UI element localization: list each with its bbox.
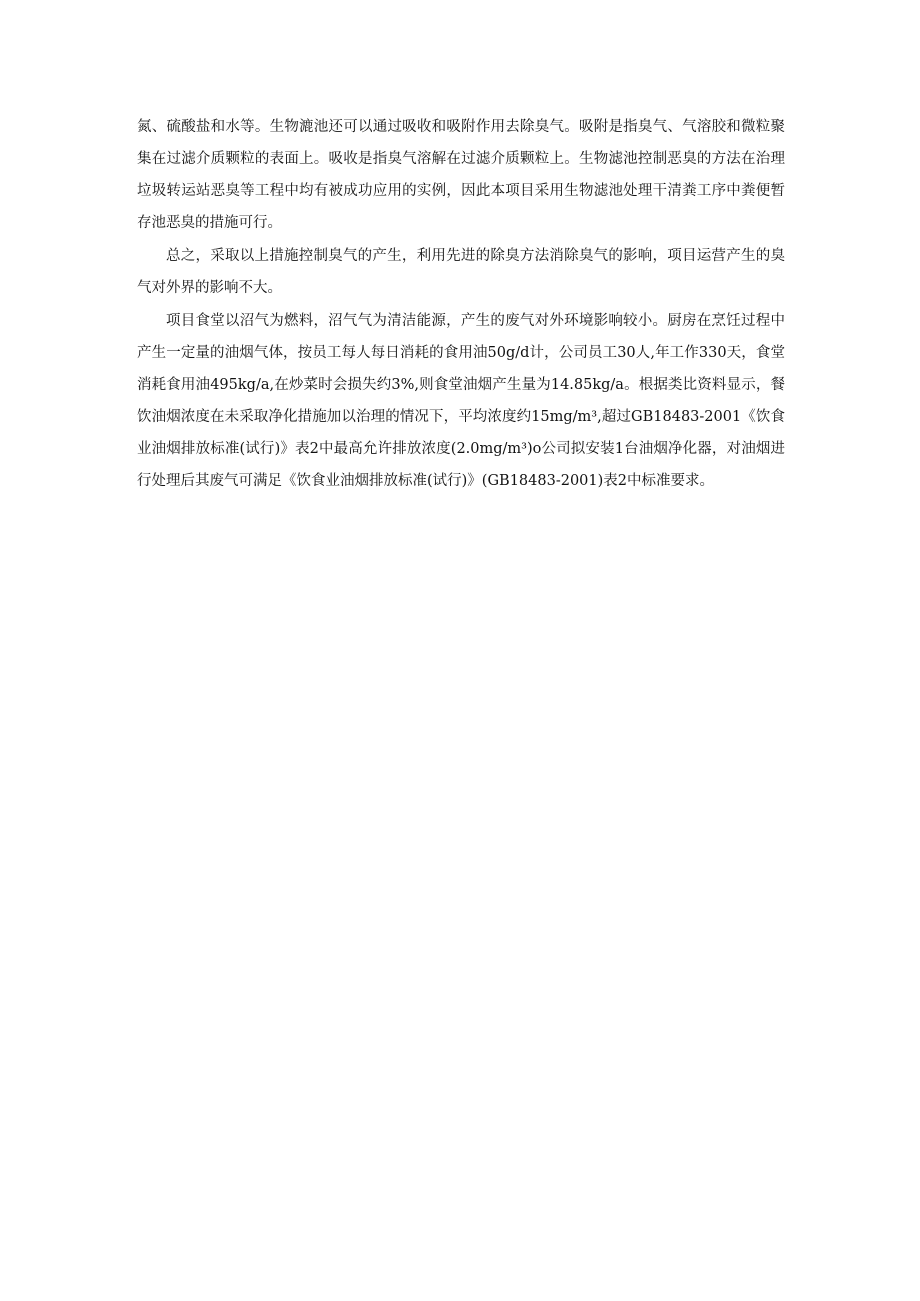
paragraph-biofilter-continuation: 氮、硫酸盐和水等。生物漉池还可以通过吸收和吸附作用去除臭气。吸附是指臭气、气溶胶和微粒聚集在过滤介质颗粒的表面上。吸收是指臭气溶解在过滤介质颗粒上。生物滤池控制恶臭的方法在治理垃圾转运站恶臭等工程中均有被成功应用的实例，因此本项目采用生物滤池处理干清粪工序中粪便暂存池恶臭的措施可行。 (137, 119, 785, 231)
paragraph-odor-summary: 总之，采取以上措施控制臭气的产生，利用先进的除臭方法消除臭气的影响，项目运营产生的臭气对外界的影响不大。 (137, 248, 785, 296)
document-body (137, 111, 785, 497)
paragraph-canteen-fumes: 项目食堂以沼气为燃料，沼气气为清洁能源，产生的废气对外环境影响较小。厨房在烹饪过程中产生一定量的油烟气体，按员工每人每日消耗的食用油50g/d计，公司员工30人,年工作330天，食堂消耗食用油495kg/a,在炒菜时会损失约3%,则食堂油烟产生量为14.85kg/a。根据类比资料显示，餐饮油烟浓度在未采取净化措施加以治理的情况下，平均浓度约15mg/m³,超过GB18483-2001《饮食业油烟排放标准(试行)》表2中最高允许排放浓度(2.0mg/m³)o公司拟安装1台油烟净化器，对油烟进行处理后其废气可满足《饮食业油烟排放标准(试行)》(GB18483-2001)表2中标准要求。 (137, 313, 785, 489)
